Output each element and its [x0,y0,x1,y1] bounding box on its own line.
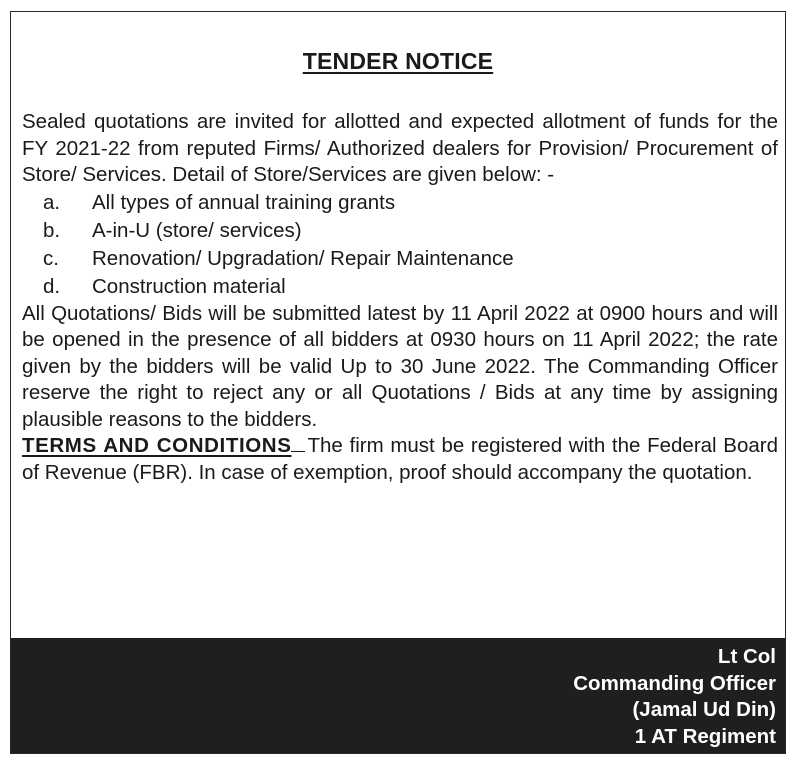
store-services-list [22,189,778,301]
list-item-text: All types of annual training grants [92,190,396,214]
signature-block [573,644,776,750]
list-item-text: Renovation/ Upgradation/ Repair Maintenance [92,246,514,270]
list-marker: d. [43,274,61,298]
terms-heading: TERMS AND CONDITIONS [22,434,292,457]
notice-title: TENDER NOTICE [302,48,494,74]
terms-paragraph [22,433,778,486]
submission-paragraph: All Quotations/ Bids will be submitted latest by 11 April 2022 at 0900 hours and will be opened in the presence of all bidders at 0930 hours on 11 April 2022; the rate given by the bidders will be valid Up to 30 June 2022. The Commanding Officer reserve the right to reject any or all Quotations / Bids at any time by assigning plausible reasons to the bidders. [22,301,778,431]
notice-body [22,109,778,486]
signatory-designation: Commanding Officer [573,671,776,695]
list-marker: b. [43,218,61,242]
terms-text: The firm must be registered with the Federal Board of Revenue (FBR). In case of exemption, proof should accompany the quotation. [22,434,779,484]
signatory-rank: Lt Col [717,645,776,668]
list-item [22,189,778,217]
list-item [22,245,778,273]
list-item [22,273,778,301]
list-item [22,217,778,245]
signatory-unit: 1 AT Regiment [634,724,776,748]
terms-underline-divider [291,433,305,452]
signatory-name: (Jamal Ud Din) [632,698,776,721]
list-item-text: Construction material [92,274,286,298]
intro-paragraph: Sealed quotations are invited for allotted and expected allotment of funds for the FY 2021-22 from reputed Firms/ Authorized dealers for Provision/ Procurement of Store/ Services. Detail of Store/Services are given below: - [22,110,778,186]
tender-notice [10,11,786,754]
signature-band [11,638,785,754]
list-item-text: A-in-U (store/ services) [92,218,302,242]
list-marker: a. [43,190,61,214]
list-marker: c. [43,246,59,270]
